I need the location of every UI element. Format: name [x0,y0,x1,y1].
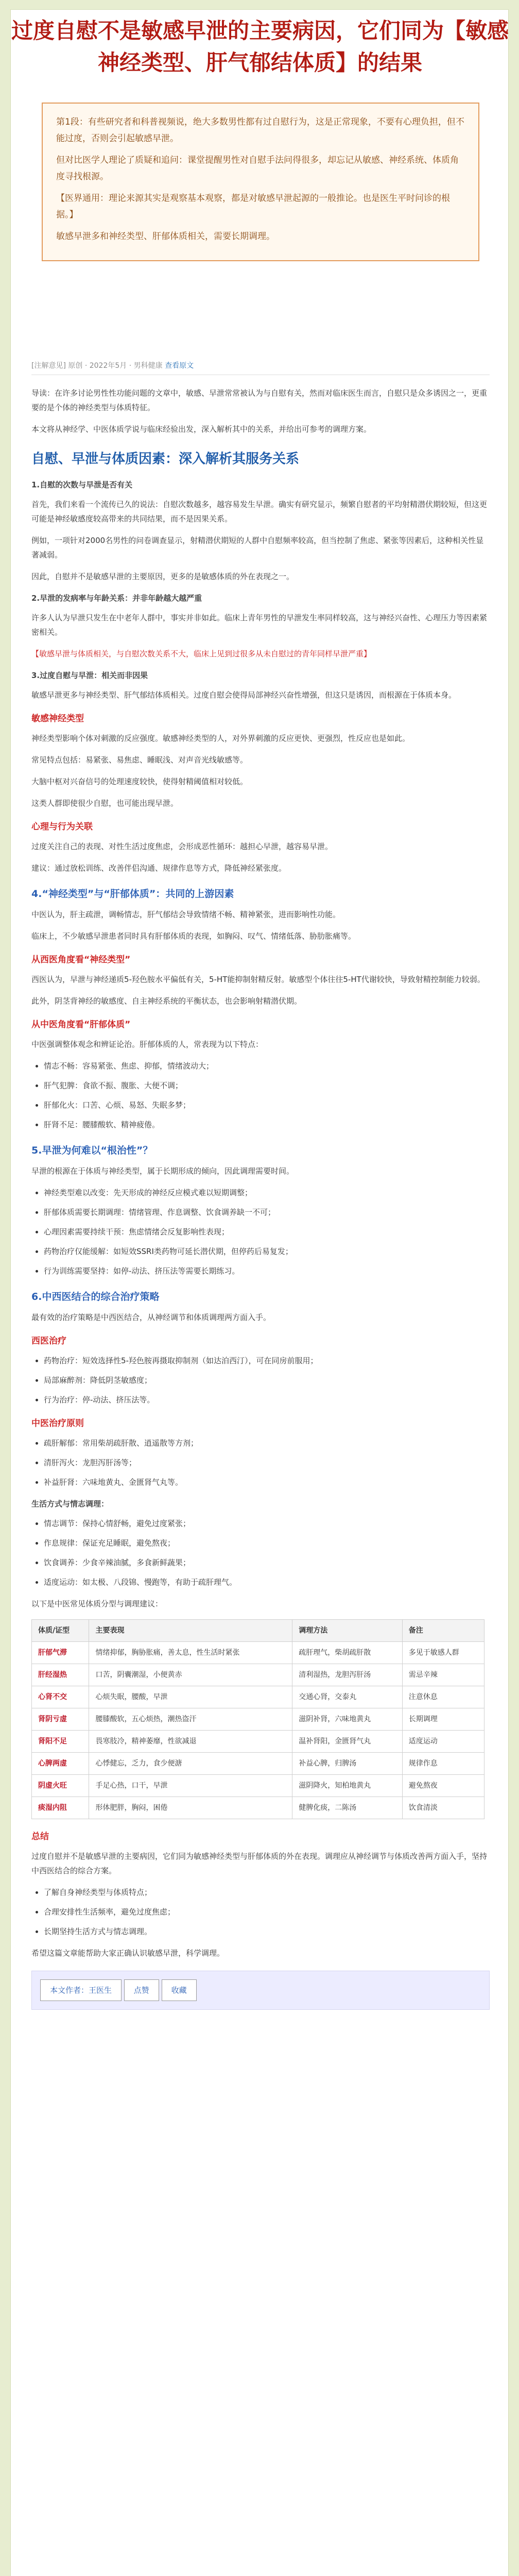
like-button[interactable]: 点赞 [124,1979,159,2001]
subheading: 3.过度自慰与早泄：相关而非因果 [31,671,148,680]
intro-paragraph: 本文将从神经学、中医体质学说与临床经验出发，深入解析其中的关系，并给出可参考的调理方案。 [31,425,372,434]
table-header-row [32,1620,485,1642]
section-heading: 西医治疗 [31,1336,66,1346]
table-cell: 饮食清淡 [402,1797,484,1819]
list-item: • 作息规律：保证充足睡眠，避免熬夜； [44,1536,490,1550]
table-row [32,1753,485,1775]
subheading: 1.自慰的次数与早泄是否有关 [31,480,133,489]
paragraph: 中医强调整体观念和辨证论治。肝郁体质的人，常表现为以下特点： [31,1040,264,1049]
table-cell: 交通心肾，交泰丸 [292,1686,403,1708]
table-cell: 情绪抑郁，胸胁胀痛，善太息，性生活时紧张 [89,1642,292,1664]
paragraph: 首先，我们来看一个流传已久的说法：自慰次数越多，越容易发生早泄。确实有研究显示，频繁自慰者的平均射精潜伏期较短，但这更可能是神经敏感度较高带来的共同结果，而不是因果关系。 [31,500,488,523]
table-body [32,1642,485,1819]
section-heading: 从中医角度看“肝郁体质” [31,1020,131,1030]
list-item: • 肝郁体质需要长期调理：情绪管理、作息调整、饮食调养缺一不可； [44,1205,490,1219]
table-cell: 适度运动 [402,1731,484,1753]
paragraph: 神经类型影响个体对刺激的反应强度。敏感神经类型的人，对外界刺激的反应更快、更强烈，性反应也是如此。 [31,734,410,743]
list-item: • 肝气犯脾：食欲不振、腹胀、大便不调； [44,1078,490,1093]
constitution-table [31,1619,485,1819]
table-row [32,1797,485,1819]
table-cell: 阴虚火旺 [32,1775,89,1797]
summary-box [42,103,479,261]
list-item: • 补益肝肾：六味地黄丸、金匮肾气丸等。 [44,1475,490,1489]
reason-list [31,1185,490,1278]
list-item: • 饮食调养：少食辛辣油腻，多食新鲜蔬果； [44,1555,490,1570]
table-cell: 补益心脾，归脾汤 [292,1753,403,1775]
list-item: • 行为治疗：停-动法、挤压法等。 [44,1393,490,1407]
section-heading: 总结 [31,1832,49,1842]
paragraph: 这类人群即使很少自慰，也可能出现早泄。 [31,799,179,808]
list-item: • 长期坚持生活方式与情志调理。 [44,1924,490,1939]
paragraph: 过度关注自己的表现、对性生活过度焦虑，会形成恶性循环：越担心早泄，越容易早泄。 [31,842,333,851]
paragraph: 早泄的根源在于体质与神经类型，属于长期形成的倾向，因此调理需要时间。 [31,1166,295,1176]
favorite-button[interactable]: 收藏 [162,1979,197,2001]
table-row [32,1731,485,1753]
paragraph: 此外，阴茎背神经的敏感度、自主神经系统的平衡状态，也会影响射精潜伏期。 [31,996,302,1006]
table-cell: 心悸健忘，乏力，食少便溏 [89,1753,292,1775]
table-cell: 心脾两虚 [32,1753,89,1775]
paragraph: 最有效的治疗策略是中西医结合，从神经调节和体质调理两方面入手。 [31,1313,271,1322]
table-cell: 心肾不交 [32,1686,89,1708]
table-cell: 健脾化痰，二陈汤 [292,1797,403,1819]
list-item: • 肝郁化火：口苦、心烦、易怒、失眠多梦； [44,1098,490,1112]
paragraph: 建议：通过放松训练、改善伴侣沟通、规律作息等方式，降低神经紧张度。 [31,863,287,873]
intro-paragraph: 导读：在许多讨论男性性功能问题的文章中，敏感、早泄常常被认为与自慰有关，然而对临床医生而言，自慰只是众多诱因之一，更重要的是个体的神经类型与体质特征。 [31,388,488,412]
section-heading: 6.中西医结合的综合治疗策略 [31,1291,160,1302]
list-item: • 情志不畅：容易紧张、焦虑、抑郁，情绪波动大； [44,1059,490,1073]
table-cell: 痰湿内阻 [32,1797,89,1819]
subheading: 生活方式与情志调理： [31,1499,109,1509]
table-row [32,1686,485,1708]
highlight-paragraph: 【敏感早泄与体质相关，与自慰次数关系不大，临床上见到过很多从未自慰过的青年同样早泄严重】 [31,649,372,658]
table-cell: 滋阴降火，知柏地黄丸 [292,1775,403,1797]
summary-line: 敏感早泄多和神经类型、肝郁体质相关，需要长期调理。 [56,231,275,242]
table-header-cell: 备注 [402,1620,484,1642]
article-content [31,386,490,2010]
list-item: • 清肝泻火：龙胆泻肝汤等； [44,1455,490,1470]
table-cell: 滋阴补肾，六味地黄丸 [292,1708,403,1731]
page-title: 过度自慰不是敏感早泄的主要病因，它们同为【敏感神经类型、肝气郁结体质】的结果 [11,18,509,75]
paragraph: 西医认为，早泄与神经递质5-羟色胺水平偏低有关，5-HT能抑制射精反射。敏感型个体往往5-HT代谢较快，导致射精控制能力较弱。 [31,975,485,984]
list-item: • 了解自身神经类型与体质特点； [44,1885,490,1900]
paragraph: 希望这篇文章能帮助大家正确认识敏感早泄，科学调理。 [31,1948,225,1958]
article-page [10,9,509,2576]
table-row [32,1664,485,1686]
section-heading: 从西医角度看“神经类型” [31,955,131,965]
paragraph: 例如，一项针对2000名男性的问卷调查显示，射精潜伏期短的人群中自慰频率较高，但当控制了焦虑、紧张等因素后，这种相关性显著减弱。 [31,536,484,560]
paragraph: 过度自慰并不是敏感早泄的主要病因，它们同为敏感神经类型与肝郁体质的外在表现。调理应从神经调节与体质改善两方面入手，坚持中西医结合的综合方案。 [31,1852,488,1875]
table-cell: 手足心热，口干，早泄 [89,1775,292,1797]
author-button[interactable]: 本文作者：王医生 [40,1979,122,2001]
list-item: • 疏肝解郁：常用柴胡疏肝散、逍遥散等方剂； [44,1436,490,1450]
table-cell: 规律作息 [402,1753,484,1775]
subheading: 2.早泄的发病率与年龄关系：并非年龄越大越严重 [31,594,202,603]
table-cell: 注意休息 [402,1686,484,1708]
section-heading: 4.“神经类型”与“肝郁体质”：共同的上游因素 [31,888,234,900]
western-list [31,1353,490,1407]
summary-line: 【医界通用：理论来源其实是观察基本观察，都是对敏感早泄起源的一般推论。也是医生平时问诊的根据。】 [56,193,450,220]
paragraph: 常见特点包括：易紧张、易焦虑、睡眠浅、对声音光线敏感等。 [31,755,248,765]
table-cell: 心烦失眠，腰酸，早泄 [89,1686,292,1708]
list-item: • 神经类型难以改变：先天形成的神经反应模式难以短期调整； [44,1185,490,1200]
summary-line: 但对比医学人理论了质疑和追问：课堂提醒男性对自慰手法问得很多，却忘记从敏感、神经系统、体质角度寻找根源。 [56,155,459,182]
table-cell: 温补肾阳，金匮肾气丸 [292,1731,403,1753]
table-cell: 肾阴亏虚 [32,1708,89,1731]
footer-box [31,1971,490,2010]
table-cell: 肾阳不足 [32,1731,89,1753]
paragraph: 敏感早泄更多与神经类型、肝气郁结体质相关。过度自慰会使得局部神经兴奋性增强，但这只是诱因，而根源在于体质本身。 [31,690,457,700]
table-header-cell: 主要表现 [89,1620,292,1642]
paragraph: 中医认为，肝主疏泄，调畅情志，肝气郁结会导致情绪不畅、精神紧张，进而影响性功能。 [31,910,341,919]
table-cell: 形体肥胖，胸闷，困倦 [89,1797,292,1819]
table-cell: 疏肝理气，柴胡疏肝散 [292,1642,403,1664]
table-cell: 口苦，阴囊潮湿，小便黄赤 [89,1664,292,1686]
list-item: • 药物治疗：短效选择性5-羟色胺再摄取抑制剂（如达泊西汀），可在同房前服用； [44,1353,490,1368]
paragraph: 因此，自慰并不是敏感早泄的主要原因，更多的是敏感体质的外在表现之一。 [31,572,295,581]
table-row [32,1775,485,1797]
meta-tag-link[interactable]: 查看原文 [165,362,194,370]
list-item: • 合理安排性生活频率，避免过度焦虑； [44,1905,490,1919]
list-item: • 情志调节：保持心情舒畅，避免过度紧张； [44,1516,490,1531]
table-row [32,1642,485,1664]
table-cell: 肝经湿热 [32,1664,89,1686]
table-header-cell: 体质/证型 [32,1620,89,1642]
tcm-feature-list [31,1059,490,1132]
table-cell: 肝郁气滞 [32,1642,89,1664]
list-item: • 适度运动：如太极、八段锦、慢跑等，有助于疏肝理气。 [44,1575,490,1589]
lifestyle-list [31,1516,490,1589]
list-item: • 心理因素需要持续干预：焦虑情绪会反复影响性表现； [44,1225,490,1239]
tcm-list [31,1436,490,1489]
meta-line [31,360,490,375]
table-cell: 畏寒肢冷，精神萎靡，性欲减退 [89,1731,292,1753]
section-heading: 敏感神经类型 [31,714,84,724]
table-row [32,1708,485,1731]
paragraph: 临床上，不少敏感早泄患者同时具有肝郁体质的表现，如胸闷、叹气、情绪低落、胁肋胀痛等。 [31,931,356,941]
table-cell: 清利湿热，龙胆泻肝汤 [292,1664,403,1686]
table-header-cell: 调理方法 [292,1620,403,1642]
section-heading: 自慰、早泄与体质因素：深入解析其服务关系 [31,451,300,467]
conclusion-list [31,1885,490,1939]
section-heading: 中医治疗原则 [31,1418,84,1429]
table-cell: 避免熬夜 [402,1775,484,1797]
section-heading: 5.早泄为何难以“根治性”？ [31,1145,153,1156]
section-heading: 心理与行为关联 [31,822,93,832]
table-caption: 以下是中医常见体质分型与调理建议： [31,1599,163,1608]
meta-source: [注解意见] 原创 · 2022年5月 · 男科健康 [31,362,163,370]
list-item: • 行为训练需要坚持：如停-动法、挤压法等需要长期练习。 [44,1264,490,1278]
table-cell: 需忌辛辣 [402,1664,484,1686]
list-item: • 药物治疗仅能缓解：如短效SSRI类药物可延长潜伏期，但停药后易复发； [44,1244,490,1259]
paragraph: 大脑中枢对兴奋信号的处理速度较快，使得射精阈值相对较低。 [31,777,248,786]
summary-line: 第1段：有些研究者和科普视频说，绝大多数男性都有过自慰行为，这是正常现象，不要有心理负担，但不能过度，否则会引起敏感早泄。 [56,117,464,144]
paragraph: 许多人认为早泄只发生在中老年人群中，事实并非如此。临床上青年男性的早泄发生率同样较高，这与神经兴奋性、心理压力等因素紧密相关。 [31,613,488,637]
list-item: • 局部麻醉剂：降低阴茎敏感度； [44,1373,490,1387]
list-item: • 肝肾不足：腰膝酸软、精神疲倦。 [44,1117,490,1132]
table-cell: 多见于敏感人群 [402,1642,484,1664]
table-cell: 腰膝酸软，五心烦热，潮热盗汗 [89,1708,292,1731]
table-cell: 长期调理 [402,1708,484,1731]
